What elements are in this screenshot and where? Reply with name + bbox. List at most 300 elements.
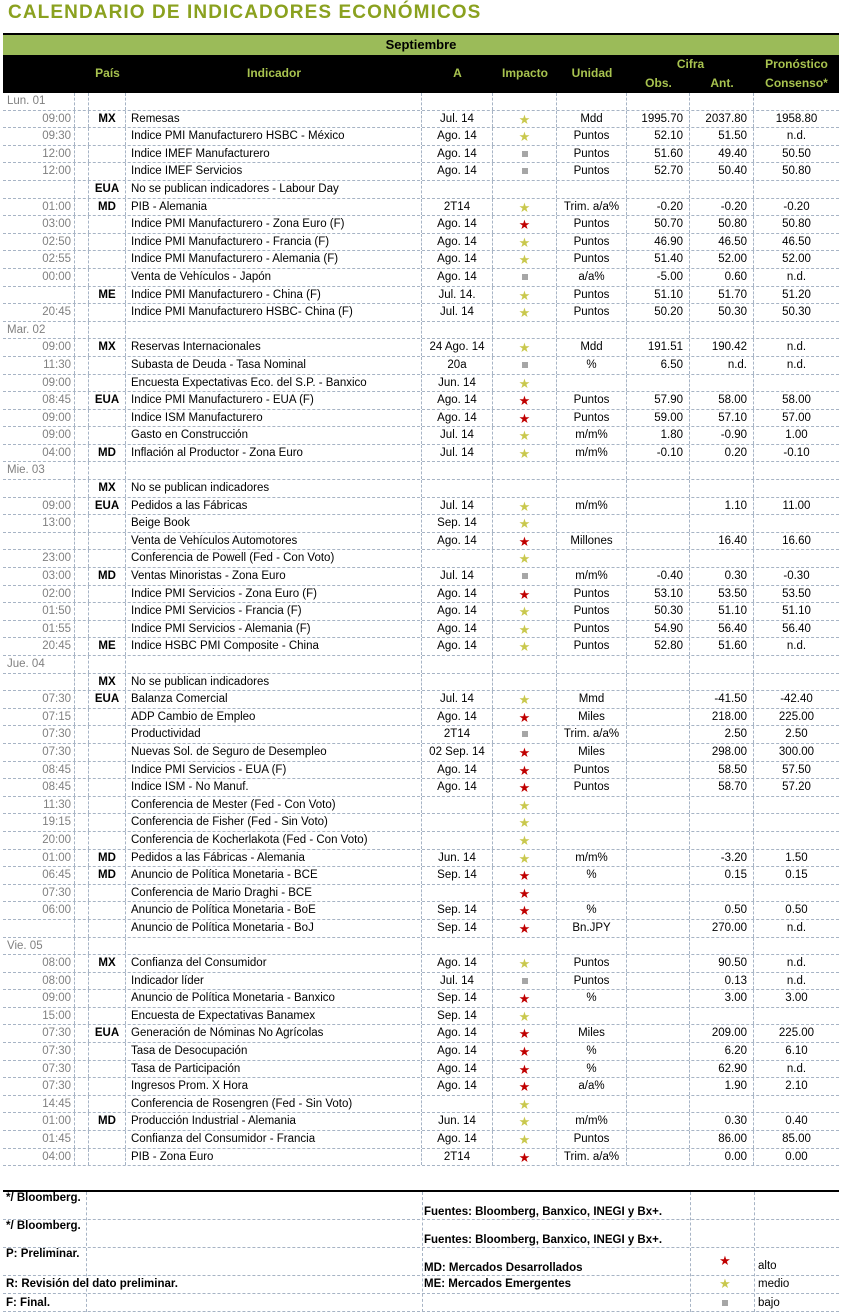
observed-cell: 51.60 [627,146,690,163]
indicator-cell: Encuesta Expectativas Eco. del S.P. - Banxico [126,375,422,392]
time-cell: 19:15 [3,814,75,831]
table-row [3,498,839,516]
impact-cell [493,375,557,392]
previous-cell: -0.20 [690,199,754,216]
time-cell [3,533,75,550]
table-row [3,832,839,850]
sources-note: Fuentes: Bloomberg, Banxico, INEGI y Bx+. [424,1206,663,1218]
period-cell: Jul. 14 [422,111,493,128]
impact-cell [493,779,557,796]
indicator-cell: Conferencia de Mario Draghi - BCE [126,885,422,902]
star-high-icon: ★ [518,393,531,409]
period-cell [422,181,493,198]
square-low-icon [522,731,528,737]
indicator-cell: Producción Industrial - Alemania [126,1113,422,1130]
unit-cell: Puntos [557,304,627,321]
table-row [3,867,839,885]
country-cell [89,779,126,796]
period-cell: 02 Sep. 14 [422,744,493,761]
previous-cell [690,797,754,814]
period-cell: Ago. 14 [422,1131,493,1148]
observed-cell [627,902,690,919]
table-row [3,410,839,428]
previous-cell [690,1008,754,1025]
header-impacto: Impacto [501,66,548,80]
table-row [3,1113,839,1131]
table-row [3,744,839,762]
period-cell: Ago. 14 [422,146,493,163]
time-cell: 09:00 [3,375,75,392]
period-cell: Ago. 14 [422,955,493,972]
indicator-cell: Conferencia de Rosengren (Fed - Sin Voto) [126,1096,422,1113]
country-cell: MX [89,955,126,972]
indicator-cell: Indice HSBC PMI Composite - China [126,638,422,655]
country-cell [89,920,126,937]
country-cell [89,234,126,251]
unit-cell: Trim. a/a% [557,199,627,216]
unit-cell: Miles [557,709,627,726]
star-medium-icon: ★ [518,428,531,444]
table-row [3,814,839,832]
header-a: A [453,66,462,80]
consensus-cell: 56.40 [782,622,811,635]
spacer-cell [75,163,89,180]
impact-cell [493,480,557,497]
page-title: CALENDARIO DE INDICADORES ECONÓMICOS [8,2,482,23]
period-cell: Jul. 14 [422,691,493,708]
consensus-cell [754,462,839,479]
country-cell [89,146,126,163]
indicator-cell: Encuesta de Expectativas Banamex [126,1008,422,1025]
consensus-cell: 3.00 [785,992,808,1005]
previous-cell: 0.50 [690,902,754,919]
unit-cell [557,885,627,902]
previous-cell: 2037.80 [690,111,754,128]
period-cell: Jul. 14 [422,568,493,585]
observed-cell [627,498,690,515]
country-cell [89,462,126,479]
unit-cell: Puntos [557,621,627,638]
period-cell: Sep. 14 [422,990,493,1007]
star-medium-icon: ★ [518,340,531,356]
country-cell: MD [89,850,126,867]
column-headers [3,55,839,93]
consensus-cell: 50.50 [782,147,811,160]
observed-cell: 1995.70 [627,111,690,128]
unit-cell [557,814,627,831]
country-cell: MD [89,445,126,462]
unit-cell: m/m% [557,498,627,515]
unit-cell: % [557,902,627,919]
time-cell: 03:00 [3,216,75,233]
unit-cell: Puntos [557,779,627,796]
consensus-cell: 52.00 [782,253,811,266]
spacer-cell [75,885,89,902]
day-row [3,93,839,111]
day-row [3,938,839,956]
table-row [3,850,839,868]
time-cell: 03:00 [3,568,75,585]
observed-cell: 57.90 [627,392,690,409]
spacer-cell [75,709,89,726]
period-cell: Ago. 14 [422,1078,493,1095]
previous-cell: 0.15 [690,867,754,884]
spacer-cell [75,656,89,673]
time-cell [3,674,75,691]
observed-cell [627,674,690,691]
country-cell: MD [89,867,126,884]
indicator-cell: Anuncio de Política Monetaria - BCE [126,867,422,884]
indicator-cell [126,462,422,479]
consensus-cell: 225.00 [778,1027,815,1040]
table-row [3,339,839,357]
table-row [3,251,839,269]
previous-cell: 46.50 [690,234,754,251]
table-row [3,1131,839,1149]
time-cell: 20:00 [3,832,75,849]
time-cell: 09:00 [3,410,75,427]
unit-cell: % [557,1061,627,1078]
country-cell [89,93,126,110]
consensus-cell: -0.20 [783,200,810,213]
spacer-cell [75,797,89,814]
observed-cell: 50.70 [627,216,690,233]
observed-cell [627,920,690,937]
period-cell: Jun. 14 [422,1113,493,1130]
consensus-cell: -42.40 [780,693,813,706]
table-row [3,1043,839,1061]
time-cell: 01:00 [3,199,75,216]
time-cell: 02:00 [3,586,75,603]
unit-cell: Puntos [557,638,627,655]
unit-cell: % [557,357,627,374]
observed-cell: -0.40 [627,568,690,585]
indicator-cell: Indice PMI Manufacturero - Zona Euro (F) [126,216,422,233]
country-cell: EUA [89,392,126,409]
country-cell [89,1078,126,1095]
consensus-cell: 1.50 [785,851,808,864]
previous-cell: 0.00 [690,1149,754,1166]
consensus-cell [754,938,839,955]
spacer-cell [75,938,89,955]
country-cell [89,128,126,145]
unit-cell: Puntos [557,392,627,409]
consensus-cell: n.d. [786,270,807,283]
star-high-icon: ★ [518,744,531,760]
indicator-cell: PIB - Zona Euro [126,1149,422,1166]
observed-cell [627,973,690,990]
country-cell [89,322,126,339]
spacer-cell [75,304,89,321]
time-cell: 20:45 [3,304,75,321]
period-cell: Ago. 14 [422,779,493,796]
country-cell [89,902,126,919]
spacer-cell [75,621,89,638]
spacer-cell [75,955,89,972]
time-cell: 11:30 [3,357,75,374]
observed-cell: 53.10 [627,586,690,603]
indicator-cell: Indice PMI Manufacturero - Francia (F) [126,234,422,251]
impact-cell [493,990,557,1007]
impact-cell [493,1131,557,1148]
spacer-cell [75,638,89,655]
consensus-cell [754,550,839,567]
impact-cell [493,111,557,128]
consensus-cell: 11.00 [782,499,811,512]
table-row [3,797,839,815]
table-row [3,709,839,727]
time-cell: 15:00 [3,1008,75,1025]
previous-cell [690,1096,754,1113]
indicator-cell: Anuncio de Política Monetaria - BoE [126,902,422,919]
time-cell [3,181,75,198]
period-cell: Sep. 14 [422,920,493,937]
unit-cell: Puntos [557,973,627,990]
observed-cell: -0.10 [627,445,690,462]
impact-cell [493,1078,557,1095]
header-obs: Obs. [645,76,672,90]
spacer-cell [75,181,89,198]
time-cell: 07:30 [3,1061,75,1078]
impact-cell [493,674,557,691]
previous-cell: 50.80 [690,216,754,233]
impact-cell [493,726,557,743]
indicator-cell [126,938,422,955]
sources-note-2: Fuentes: Bloomberg, Banxico, INEGI y Bx+. [424,1234,663,1246]
previous-cell [690,938,754,955]
star-medium-icon: ★ [518,621,531,637]
impact-cell [493,339,557,356]
spacer-cell [75,375,89,392]
impact-cell [493,181,557,198]
indicator-cell: Nuevas Sol. de Seguro de Desempleo [126,744,422,761]
footnote-preliminar: P: Preliminar. [6,1248,80,1260]
spacer-cell [75,920,89,937]
observed-cell: 59.00 [627,410,690,427]
time-cell: 23:00 [3,550,75,567]
day-label: Lun. 01 [3,93,75,110]
time-cell: 11:30 [3,797,75,814]
time-cell: 02:55 [3,251,75,268]
spacer-cell [75,128,89,145]
table-row [3,762,839,780]
spacer-cell [75,392,89,409]
table-row [3,357,839,375]
square-low-icon [522,573,528,579]
previous-cell: 90.50 [690,955,754,972]
observed-cell [627,762,690,779]
day-label: Jue. 04 [3,656,75,673]
impact-cell [493,357,557,374]
country-cell [89,216,126,233]
consensus-cell [754,656,839,673]
country-cell [89,515,126,532]
impact-cell [493,586,557,603]
period-cell [422,674,493,691]
day-row [3,322,839,340]
time-cell: 14:45 [3,1096,75,1113]
time-cell: 01:50 [3,603,75,620]
observed-cell: 46.90 [627,234,690,251]
previous-cell [690,550,754,567]
observed-cell [627,1061,690,1078]
legend-alto: alto [758,1260,777,1272]
unit-cell: Mdd [557,111,627,128]
indicator-cell: Subasta de Deuda - Tasa Nominal [126,357,422,374]
observed-cell [627,1113,690,1130]
observed-cell [627,867,690,884]
header-ant: Ant. [710,76,734,90]
time-cell: 06:45 [3,867,75,884]
time-cell: 00:00 [3,269,75,286]
previous-cell: 1.90 [690,1078,754,1095]
observed-cell: 52.80 [627,638,690,655]
footnote-final: F: Final. [6,1297,51,1309]
spacer-cell [75,1025,89,1042]
spacer-cell [75,199,89,216]
spacer-cell [75,586,89,603]
consensus-cell: 85.00 [782,1133,811,1146]
impact-cell [493,709,557,726]
previous-cell [690,814,754,831]
star-medium-icon: ★ [518,1008,531,1024]
previous-cell: 2.50 [690,726,754,743]
star-high-icon: ★ [518,780,531,796]
spacer-cell [75,568,89,585]
indicator-cell: PIB - Alemania [126,199,422,216]
time-cell: 08:45 [3,779,75,796]
spacer-cell [75,744,89,761]
time-cell: 09:00 [3,498,75,515]
country-cell [89,832,126,849]
previous-cell: n.d. [690,357,754,374]
country-cell [89,1149,126,1166]
time-cell: 07:30 [3,885,75,902]
period-cell: Jul. 14. [422,287,493,304]
impact-cell [493,1008,557,1025]
consensus-cell: 58.00 [782,394,811,407]
table-row [3,515,839,533]
country-cell [89,885,126,902]
consensus-cell: 2.10 [785,1080,808,1093]
star-medium-icon: ★ [518,305,531,321]
consensus-cell: 50.80 [782,165,811,178]
impact-cell [493,832,557,849]
time-cell [3,920,75,937]
table-row [3,621,839,639]
impact-cell [493,867,557,884]
spacer-cell [75,339,89,356]
country-cell [89,375,126,392]
unit-cell: Puntos [557,603,627,620]
observed-cell: -5.00 [627,269,690,286]
period-cell: Ago. 14 [422,1061,493,1078]
period-cell [422,93,493,110]
footnote-revision: R: Revisión del dato preliminar. [6,1278,178,1290]
previous-cell: 51.70 [690,287,754,304]
time-cell: 08:45 [3,392,75,409]
table-row [3,427,839,445]
country-cell [89,709,126,726]
previous-cell: 209.00 [690,1025,754,1042]
observed-cell [627,990,690,1007]
country-cell: MD [89,199,126,216]
table-row [3,304,839,322]
consensus-cell: -0.10 [783,446,810,459]
star-medium-icon: ★ [518,199,531,215]
table-row [3,1008,839,1026]
unit-cell: Trim. a/a% [557,1149,627,1166]
consensus-cell: 53.50 [782,587,811,600]
previous-cell: 6.20 [690,1043,754,1060]
consensus-cell: 50.30 [782,306,811,319]
previous-cell: 50.30 [690,304,754,321]
indicator-cell: Balanza Comercial [126,691,422,708]
unit-cell [557,832,627,849]
period-cell [422,938,493,955]
star-high-icon: ★ [518,533,531,549]
consensus-cell: 16.60 [782,534,811,547]
consensus-cell: 57.50 [782,763,811,776]
previous-cell: 50.40 [690,163,754,180]
period-cell: Ago. 14 [422,251,493,268]
indicator-cell: Productividad [126,726,422,743]
previous-cell: 58.50 [690,762,754,779]
star-medium-icon: ★ [518,604,531,620]
previous-cell: -41.50 [690,691,754,708]
unit-cell: % [557,867,627,884]
country-cell: MX [89,111,126,128]
period-cell: Jun. 14 [422,375,493,392]
header-unidad: Unidad [571,66,613,80]
star-high-icon: ★ [518,586,531,602]
consensus-cell: 50.80 [782,218,811,231]
country-cell [89,797,126,814]
period-cell: Jun. 14 [422,850,493,867]
spacer-cell [75,462,89,479]
spacer-cell [75,427,89,444]
star-high-icon: ★ [518,868,531,884]
spacer-cell [75,973,89,990]
unit-cell [557,515,627,532]
time-cell: 07:30 [3,1043,75,1060]
time-cell: 12:00 [3,146,75,163]
period-cell: 24 Ago. 14 [422,339,493,356]
unit-cell [557,462,627,479]
unit-cell [557,375,627,392]
country-cell: EUA [89,498,126,515]
observed-cell [627,1131,690,1148]
table-row [3,128,839,146]
indicator-cell: Pedidos a las Fábricas - Alemania [126,850,422,867]
spacer-cell [75,1131,89,1148]
time-cell: 01:55 [3,621,75,638]
time-cell: 08:00 [3,973,75,990]
time-cell: 07:30 [3,691,75,708]
observed-cell [627,1025,690,1042]
table-row [3,603,839,621]
spacer-cell [75,603,89,620]
previous-cell: 51.50 [690,128,754,145]
consensus-cell: 300.00 [778,745,815,758]
spacer-cell [75,269,89,286]
country-cell: MX [89,480,126,497]
country-cell [89,533,126,550]
period-cell: Ago. 14 [422,128,493,145]
time-cell: 09:00 [3,111,75,128]
time-cell: 01:00 [3,1113,75,1130]
period-cell: Ago. 14 [422,1025,493,1042]
